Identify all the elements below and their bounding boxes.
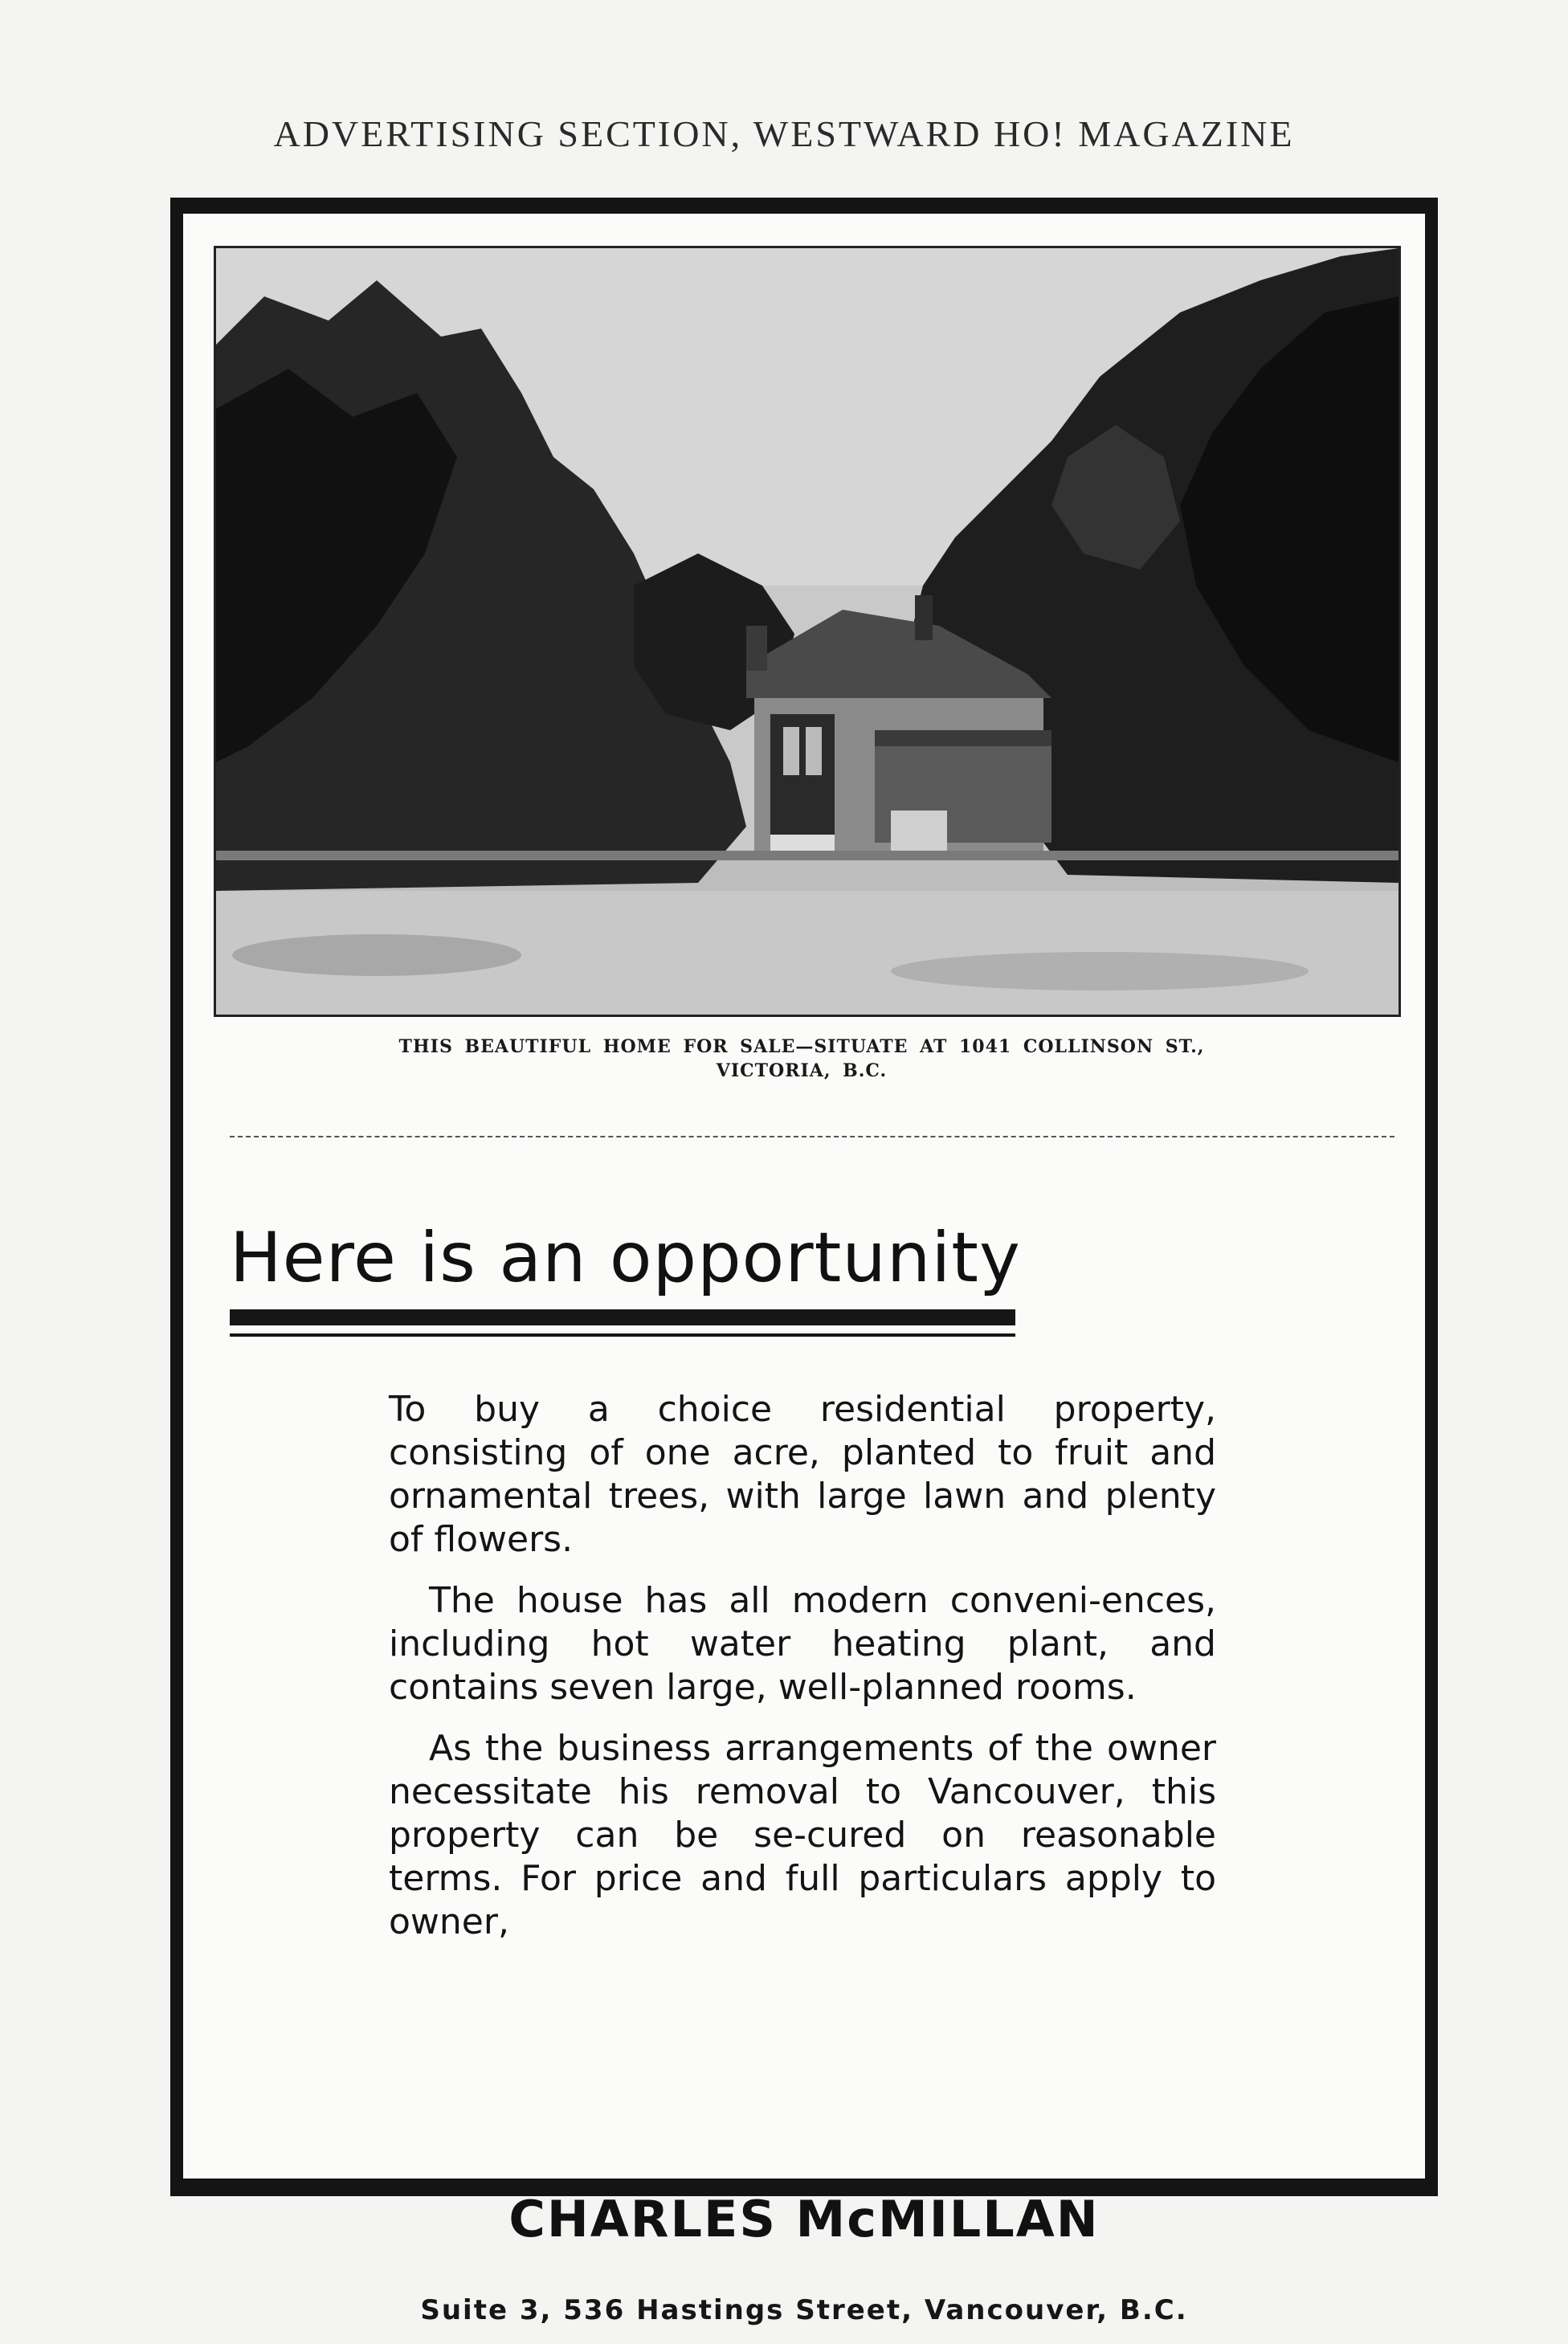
advertisement-frame <box>170 198 1438 2326</box>
ad-body <box>389 1388 1216 1962</box>
dashed-separator <box>230 1136 1394 1137</box>
photo-caption <box>199 1035 1404 1083</box>
paragraph-house: The house has all modern conveni-ences, including hot water heating plant, and contains seven large, well-planned rooms. <box>389 1580 1216 1708</box>
paragraph-property: To buy a choice residential property, consisting of one acre, planted to fruit and ornamental trees, with large lawn and plenty of flowers. <box>389 1389 1216 1560</box>
headline-rule-thick <box>230 1309 1015 1325</box>
photo-caption-line-1: THIS BEAUTIFUL HOME FOR SALE—SITUATE AT 1041 COLLINSON ST., <box>398 1036 1205 1057</box>
house-photo <box>214 246 1401 1017</box>
owner-name: CHARLES McMILLAN <box>508 2190 1100 2248</box>
page-header: ADVERTISING SECTION, WESTWARD HO! MAGAZINE <box>273 113 1295 154</box>
owner-address: Suite 3, 536 Hastings Street, Vancouver, B.C. <box>420 2294 1188 2326</box>
photo-caption-line-2: VICTORIA, B.C. <box>716 1060 888 1081</box>
paragraph-terms: As the business arrangements of the owner necessitate his removal to Vancouver, this property can be se-cured on reasonable terms. For price and full particulars apply to owner, <box>389 1728 1216 1942</box>
headline: Here is an opportunity <box>230 1218 1021 1298</box>
headline-rule-thin <box>230 1333 1015 1337</box>
